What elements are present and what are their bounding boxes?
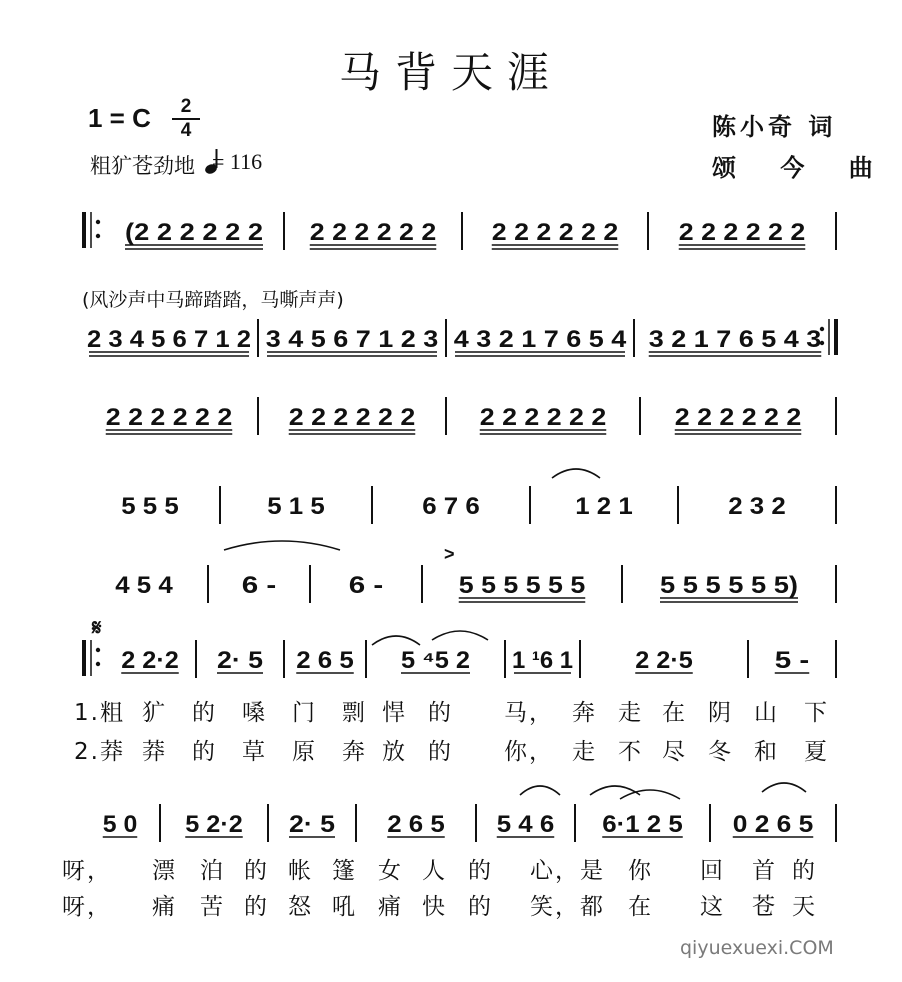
measure-notes: 2 2 2 2 2 2 <box>674 404 802 431</box>
lyric-syllable: 夏 <box>804 739 829 765</box>
lyric-syllable: 不 <box>618 739 643 765</box>
lyric-syllable: 痛 <box>378 894 403 920</box>
site-watermark: qiyuexuexi.COM <box>680 937 834 959</box>
lyric-syllable: 马， <box>504 700 554 726</box>
lyric-syllable: 原 <box>292 739 317 765</box>
measure-notes: 3 4 5 6 7 1 2 3 <box>265 326 439 353</box>
lyric-syllable: 的 <box>244 858 269 884</box>
measure-notes: 2 3 4 5 6 7 1 2 <box>87 326 252 353</box>
measure-notes: 0 2 6 5 <box>732 811 814 838</box>
lyrics-verse1-line1 <box>0 694 902 724</box>
lyric-syllable: 这 <box>700 894 725 920</box>
tempo-value: = 116 <box>212 149 263 174</box>
measure-notes: 2 3 2 <box>728 493 786 520</box>
performance-note: (风沙声中马蹄踏踏，马嘶声声) <box>82 289 344 311</box>
lyric-syllable: 的 <box>428 700 453 726</box>
lyric-syllable: 吼 <box>332 894 357 920</box>
measure-notes: 2 6 5 <box>296 647 354 674</box>
repeat-dot <box>96 220 100 224</box>
segno-sign: 𝄋 <box>92 615 102 640</box>
lyric-syllable: 呀， <box>62 894 112 920</box>
lyric-syllable: 的 <box>244 894 269 920</box>
measure-notes: 2 2 2 2 2 2 <box>491 219 619 246</box>
measure-notes: 5 - <box>774 647 810 674</box>
tie-slur <box>762 783 806 792</box>
measure-notes: 6 - <box>348 572 384 599</box>
lyric-syllable: 的 <box>468 858 493 884</box>
measure-notes: 4 5 4 <box>115 572 174 599</box>
lyric-syllable: 走 <box>618 700 643 726</box>
measure-notes: 2 6 5 <box>387 811 445 838</box>
measure-notes: 2 2·5 <box>635 647 693 674</box>
meter-bottom: 4 <box>180 120 192 141</box>
lyric-syllable: 痛 <box>152 894 177 920</box>
measure-notes: 6 7 6 <box>422 493 480 520</box>
lyric-syllable: 人 <box>422 858 447 884</box>
lyric-syllable: 莽 <box>142 739 167 765</box>
repeat-dot <box>96 648 100 652</box>
measure-notes: 2 2 2 2 2 2 <box>678 219 806 246</box>
measure-notes: 6·1 2 5 <box>602 811 683 838</box>
lyric-syllable: 的 <box>192 700 217 726</box>
lyric-syllable: 的 <box>428 739 453 765</box>
measure-notes: 4 3 2 1 7 6 5 4 <box>453 326 627 353</box>
lyric-syllable: 的 <box>468 894 493 920</box>
measure-notes: (2 2 2 2 2 2 <box>125 219 263 246</box>
measure-notes: 2 2 2 2 2 2 <box>288 404 416 431</box>
lyric-syllable: 的 <box>192 739 217 765</box>
lyricist-credit: 陈小奇 词 <box>712 113 837 141</box>
lyric-syllable: 在 <box>662 700 687 726</box>
measure-notes: 2 2 2 2 2 2 <box>105 404 233 431</box>
lyric-syllable: 犷 <box>142 700 167 726</box>
accent-mark: > <box>444 544 455 564</box>
lyric-syllable: 1.粗 <box>74 700 125 726</box>
tie-slur <box>620 790 680 799</box>
measure-notes: 5 1 5 <box>267 493 325 520</box>
lyrics-verse1-line2 <box>0 852 902 882</box>
lyrics-verse2-line1 <box>0 733 902 763</box>
composer-credit: 颂 今 曲 <box>712 154 891 182</box>
lyric-syllable: 冬 <box>708 739 733 765</box>
lyric-syllable: 首 <box>752 858 777 884</box>
lyric-syllable: 你， <box>504 739 554 765</box>
lyric-syllable: 剽 <box>342 700 367 726</box>
lyric-syllable: 回 <box>700 858 725 884</box>
measure-notes: 5 5 5 5 5 5) <box>660 572 798 599</box>
measure-notes: 5 2·2 <box>185 811 243 838</box>
measure-notes: 2 2 2 2 2 2 <box>479 404 607 431</box>
lyric-syllable: 山 <box>754 700 779 726</box>
lyrics-verse2-line2 <box>0 888 902 918</box>
repeat-dot <box>96 662 100 666</box>
lyric-syllable: 放 <box>382 739 407 765</box>
lyric-syllable: 你 <box>628 858 653 884</box>
measure-notes: 5 4 6 <box>496 811 555 838</box>
lyric-syllable: 女 <box>378 858 403 884</box>
lyric-syllable: 的 <box>792 858 817 884</box>
lyric-syllable: 奔 <box>572 700 597 726</box>
measure-notes: 5 5 5 <box>121 493 179 520</box>
lyric-syllable: 走 <box>572 739 597 765</box>
lyric-syllable: 篷 <box>332 858 357 884</box>
lyric-syllable: 苦 <box>200 894 225 920</box>
lyric-syllable: 怒 <box>288 894 313 920</box>
lyric-syllable: 下 <box>804 700 829 726</box>
measure-notes: 1 ¹6 1 <box>512 647 573 674</box>
measure-notes: 3 2 1 7 6 5 4 3 <box>648 326 822 353</box>
lyric-syllable: 呀， <box>62 858 112 884</box>
tie-slur <box>520 786 560 795</box>
lyric-syllable: 悍 <box>382 700 407 726</box>
tie-slur <box>372 636 420 645</box>
measure-notes: 2· 5 <box>289 811 335 838</box>
lyric-syllable: 心， <box>530 858 580 884</box>
lyric-syllable: 天 <box>792 894 817 920</box>
measure-notes: 5 0 <box>102 811 138 838</box>
lyric-syllable: 2.莽 <box>74 739 125 765</box>
lyric-syllable: 苍 <box>752 894 777 920</box>
measure-notes: 6 - <box>241 572 277 599</box>
measure-notes: 2 2·2 <box>121 647 179 674</box>
measure-notes: 5 5 5 5 5 5 <box>458 572 586 599</box>
tie-slur <box>432 631 488 640</box>
lyric-syllable: 是 <box>580 858 605 884</box>
meter-top: 2 <box>180 96 192 117</box>
measure-notes: 2 2 2 2 2 2 <box>309 219 437 246</box>
measure-notes: 2· 5 <box>217 647 263 674</box>
lyric-syllable: 阴 <box>708 700 733 726</box>
lyric-syllable: 门 <box>292 700 317 726</box>
song-title: 马背天涯 <box>338 48 563 97</box>
lyric-syllable: 和 <box>754 739 779 765</box>
lyric-syllable: 都 <box>580 894 605 920</box>
tempo-marking: 粗犷苍劲地 <box>90 154 195 178</box>
lyric-syllable: 嗓 <box>242 700 267 726</box>
lyric-syllable: 奔 <box>342 739 367 765</box>
tie-slur <box>224 541 340 550</box>
repeat-dot <box>96 234 100 238</box>
lyric-syllable: 快 <box>422 894 447 920</box>
lyric-syllable: 帐 <box>288 858 313 884</box>
tie-slur <box>552 469 600 478</box>
measure-notes: 1 2 1 <box>575 493 633 520</box>
lyric-syllable: 草 <box>242 739 267 765</box>
lyric-syllable: 漂 <box>152 858 177 884</box>
measure-notes: 5 ⁴5 2 <box>401 647 470 674</box>
key-signature: 1 = C <box>88 103 151 133</box>
lyric-syllable: 泊 <box>200 858 225 884</box>
lyric-syllable: 在 <box>628 894 653 920</box>
lyric-syllable: 尽 <box>662 739 687 765</box>
lyric-syllable: 笑， <box>530 894 580 920</box>
